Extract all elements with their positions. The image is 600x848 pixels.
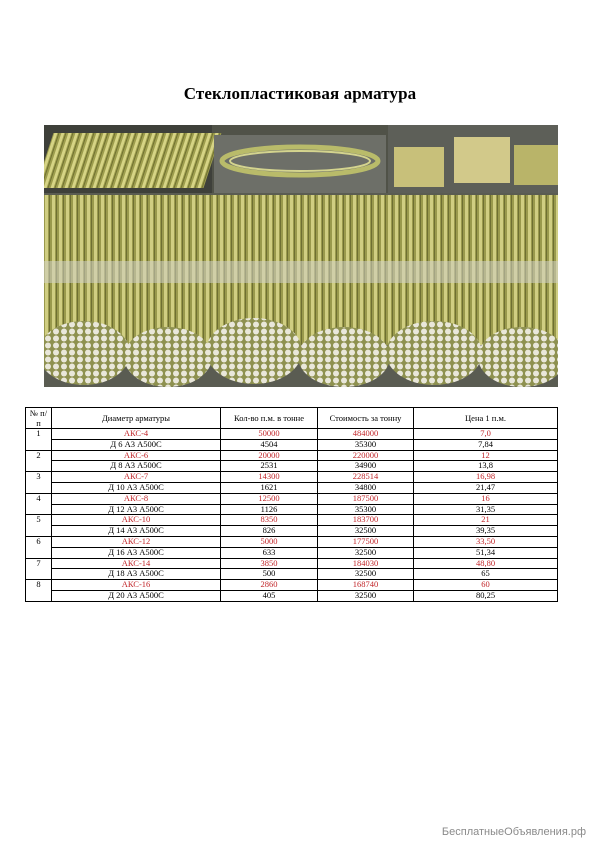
row-number: 3 (26, 472, 52, 494)
diameter-cell: Д 20 А3 А500С (52, 590, 221, 601)
diameter-cell: Д 18 А3 А500С (52, 569, 221, 580)
meters-per-ton-cell: 5000 (221, 536, 318, 547)
diameter-cell: Д 6 А3 А500С (52, 439, 221, 450)
price-per-meter-cell: 51,34 (414, 547, 558, 558)
diameter-cell: Д 12 А3 А500С (52, 504, 221, 515)
header-meters-per-ton: Кол-во п.м. в тонне (221, 408, 318, 429)
row-number: 6 (26, 536, 52, 558)
cost-per-ton-cell: 177500 (318, 536, 414, 547)
price-per-meter-cell: 7,0 (414, 429, 558, 440)
meters-per-ton-cell: 633 (221, 547, 318, 558)
diameter-cell: Д 14 А3 А500С (52, 526, 221, 537)
price-per-meter-cell: 13,8 (414, 461, 558, 472)
meters-per-ton-cell: 8350 (221, 515, 318, 526)
table-row (26, 580, 558, 591)
cost-per-ton-cell: 183700 (318, 515, 414, 526)
diameter-cell: АКС-7 (52, 472, 221, 483)
table-row (26, 450, 558, 461)
diameter-cell: АКС-4 (52, 429, 221, 440)
price-per-meter-cell: 31,35 (414, 504, 558, 515)
cost-per-ton-cell: 32500 (318, 569, 414, 580)
table-row (26, 439, 558, 450)
table-row (26, 504, 558, 515)
price-per-meter-cell: 21,47 (414, 482, 558, 493)
meters-per-ton-cell: 500 (221, 569, 318, 580)
table-row (26, 569, 558, 580)
product-photo-collage (44, 125, 558, 387)
cost-per-ton-cell: 168740 (318, 580, 414, 591)
table-row (26, 558, 558, 569)
price-per-meter-cell: 33,50 (414, 536, 558, 547)
table-row (26, 482, 558, 493)
meters-per-ton-cell: 2531 (221, 461, 318, 472)
cost-per-ton-cell: 187500 (318, 493, 414, 504)
table-row (26, 461, 558, 472)
price-per-meter-cell: 39,35 (414, 526, 558, 537)
cost-per-ton-cell: 220000 (318, 450, 414, 461)
header-price-per-meter: Цена 1 п.м. (414, 408, 558, 429)
price-per-meter-cell: 16,98 (414, 472, 558, 483)
price-per-meter-cell: 60 (414, 580, 558, 591)
price-per-meter-cell: 12 (414, 450, 558, 461)
cost-per-ton-cell: 32500 (318, 526, 414, 537)
meters-per-ton-cell: 2860 (221, 580, 318, 591)
row-number: 8 (26, 580, 52, 602)
page-title: Стеклопластиковая арматура (183, 84, 417, 103)
row-number: 5 (26, 515, 52, 537)
diameter-cell: АКС-6 (52, 450, 221, 461)
meters-per-ton-cell: 12500 (221, 493, 318, 504)
diameter-cell: Д 16 А3 А500С (52, 547, 221, 558)
diameter-cell: Д 8 А3 А500С (52, 461, 221, 472)
price-per-meter-cell: 48,80 (414, 558, 558, 569)
cost-per-ton-cell: 34900 (318, 461, 414, 472)
price-per-meter-cell: 21 (414, 515, 558, 526)
header-diameter: Диаметр арматуры (52, 408, 221, 429)
table-row (26, 515, 558, 526)
table-row (26, 472, 558, 483)
table-row (26, 429, 558, 440)
price-per-meter-cell: 7,84 (414, 439, 558, 450)
meters-per-ton-cell: 14300 (221, 472, 318, 483)
diameter-cell: АКС-8 (52, 493, 221, 504)
meters-per-ton-cell: 1621 (221, 482, 318, 493)
diameter-cell: АКС-14 (52, 558, 221, 569)
meters-per-ton-cell: 405 (221, 590, 318, 601)
table-row (26, 526, 558, 537)
table-header-row (26, 408, 558, 429)
cost-per-ton-cell: 35300 (318, 504, 414, 515)
cost-per-ton-cell: 32500 (318, 547, 414, 558)
diameter-cell: АКС-10 (52, 515, 221, 526)
diameter-cell: АКС-16 (52, 580, 221, 591)
diameter-cell: АКС-12 (52, 536, 221, 547)
cost-per-ton-cell: 32500 (318, 590, 414, 601)
meters-per-ton-cell: 826 (221, 526, 318, 537)
cost-per-ton-cell: 35300 (318, 439, 414, 450)
meters-per-ton-cell: 50000 (221, 429, 318, 440)
row-number: 7 (26, 558, 52, 580)
price-per-meter-cell: 80,25 (414, 590, 558, 601)
cost-per-ton-cell: 228514 (318, 472, 414, 483)
row-number: 4 (26, 493, 52, 515)
meters-per-ton-cell: 20000 (221, 450, 318, 461)
diameter-cell: Д 10 А3 А500С (52, 482, 221, 493)
header-number: № п/п (26, 408, 52, 429)
table-row (26, 536, 558, 547)
meters-per-ton-cell: 4504 (221, 439, 318, 450)
table-row (26, 590, 558, 601)
cost-per-ton-cell: 484000 (318, 429, 414, 440)
price-table (25, 407, 558, 602)
price-per-meter-cell: 65 (414, 569, 558, 580)
meters-per-ton-cell: 1126 (221, 504, 318, 515)
table-row (26, 493, 558, 504)
cost-per-ton-cell: 34800 (318, 482, 414, 493)
cost-per-ton-cell: 184030 (318, 558, 414, 569)
price-per-meter-cell: 16 (414, 493, 558, 504)
table-row (26, 547, 558, 558)
row-number: 2 (26, 450, 52, 472)
site-watermark: БесплатныеОбъявления.рф (441, 826, 586, 838)
header-cost-per-ton: Стоимость за тонну (318, 408, 414, 429)
meters-per-ton-cell: 3850 (221, 558, 318, 569)
row-number: 1 (26, 429, 52, 451)
